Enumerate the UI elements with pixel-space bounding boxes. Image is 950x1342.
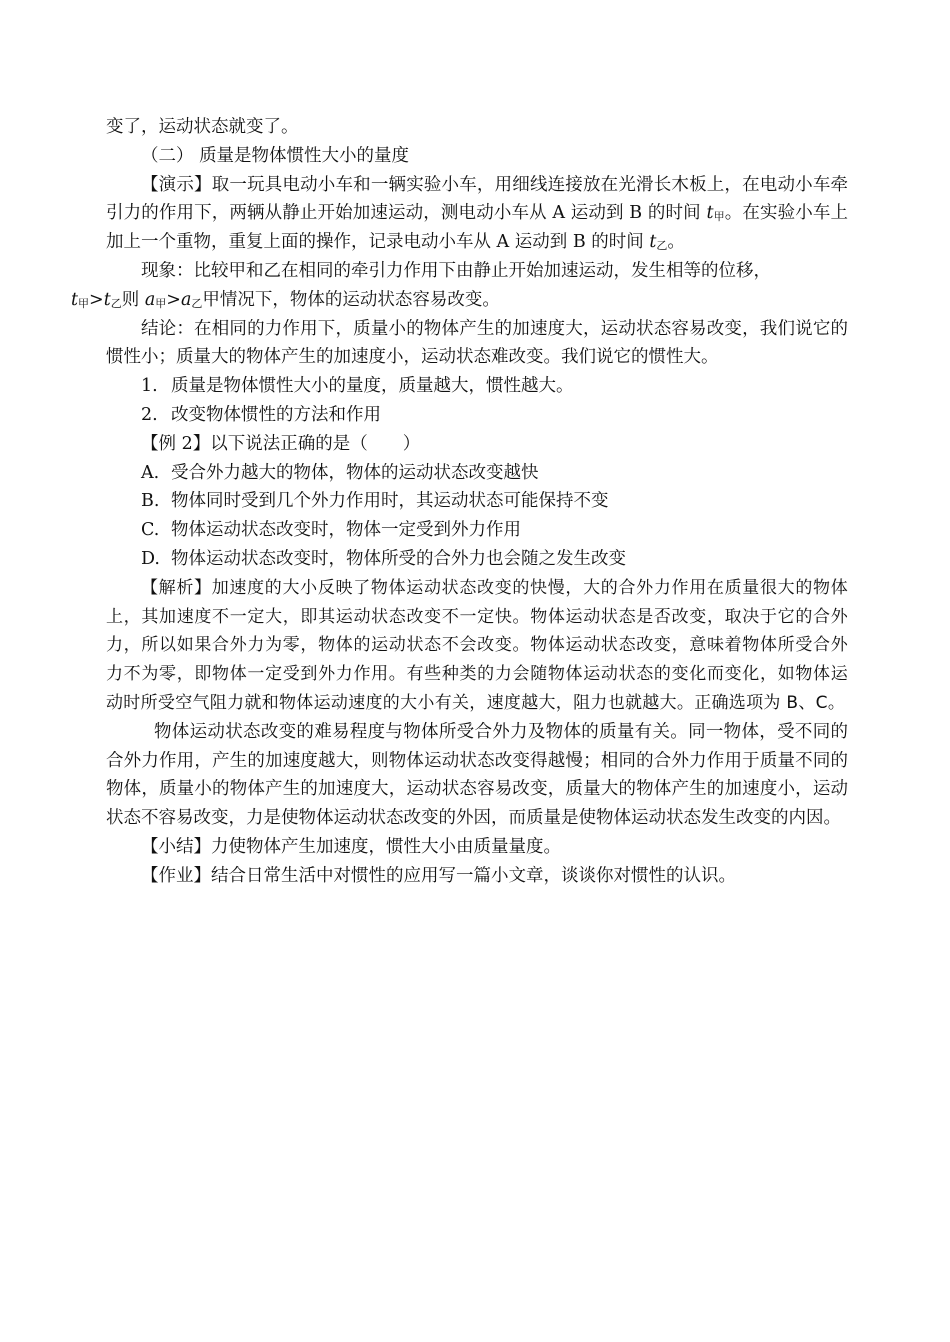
subscript-jia: 甲 <box>78 296 90 310</box>
time-variable: t <box>71 289 79 310</box>
point-number: 2. <box>141 404 158 425</box>
point-text: 质量是物体惯性大小的量度，质量越大，惯性越大。 <box>171 376 574 397</box>
option-label: C. <box>141 520 160 541</box>
point-number: 1. <box>141 376 158 397</box>
document-body <box>71 113 849 891</box>
option-label: D. <box>141 548 160 569</box>
demo-tag: 【演示】 <box>141 174 212 195</box>
option-item <box>106 459 848 488</box>
summary-paragraph: 【小结】力使物体产生加速度，惯性大小由质量量度。 <box>141 836 561 857</box>
option-item <box>106 516 848 545</box>
point-item <box>106 372 848 401</box>
greater-than: > <box>89 289 104 310</box>
time-variable: t <box>706 203 714 224</box>
demo-paragraph <box>106 171 848 257</box>
time-variable: t <box>649 232 657 253</box>
point-text: 改变物体惯性的方法和作用 <box>171 404 381 425</box>
analysis-paragraph: 【解析】加速度的大小反映了物体运动状态改变的快慢，大的合外力作用在质量很大的物体上，其加速度不一定大，即其运动状态改变不一定快。物体运动状态是否改变，取决于它的合外力，所以如果合外力为零，物体的运动状态不会改变。物体运动状态改变，意味着物体所受合外力不为零，即物体一定受到外力作用。有些种类的力会随物体运动状态的变化而变化，如物体运动时所受空气阻力就和物体运动速度的大小有关，速度越大，阻力也就越大。正确选项为 B、C。 <box>106 577 848 713</box>
conclusion-paragraph: 结论：在相同的力作用下，质量小的物体产生的加速度大，运动状态容易改变，我们说它的惯性小；质量大的物体产生的加速度小，运动状态难改变。我们说它的惯性大。 <box>106 318 848 368</box>
subscript-jia: 甲 <box>155 296 167 310</box>
option-item <box>106 545 848 574</box>
homework-paragraph: 【作业】结合日常生活中对惯性的应用写一篇小文章，谈谈你对惯性的认识。 <box>141 865 736 886</box>
phenomenon-text-1: 现象：比较甲和乙在相同的牵引力作用下由静止开始加速运动，发生相等的位移， <box>141 260 771 281</box>
option-text: 受合外力越大的物体，物体的运动状态改变越快 <box>171 462 539 483</box>
option-text: 物体运动状态改变时，物体所受的合外力也会随之发生改变 <box>171 548 626 569</box>
subscript-yi: 乙 <box>110 296 122 310</box>
greater-than: > <box>166 289 181 310</box>
acceleration-variable: a <box>180 289 192 310</box>
option-label: A. <box>141 462 160 483</box>
subscript-yi: 乙 <box>656 239 668 253</box>
subscript-jia: 甲 <box>713 210 725 224</box>
option-text: 物体同时受到几个外力作用时，其运动状态可能保持不变 <box>171 491 609 512</box>
acceleration-variable: a <box>144 289 156 310</box>
demo-end: 。 <box>667 232 685 253</box>
subscript-yi: 乙 <box>191 296 203 310</box>
point-item <box>106 401 848 430</box>
option-label: B. <box>141 491 160 512</box>
discussion-paragraph: 物体运动状态改变的难易程度与物体所受合外力及物体的质量有关。同一物体，受不同的合外力作用，产生的加速度越大，则物体运动状态改变得越慢；相同的合外力作用于质量不同的物体，质量小的物体产生的加速度大，运动状态容易改变，质量大的物体产生的加速度小，运动状态不容易改变，力是使物体运动状态改变的外因，而质量是使物体运动状态发生改变的内因。 <box>106 721 848 829</box>
section-heading: （二） 质量是物体惯性大小的量度 <box>141 145 410 166</box>
option-item <box>106 487 848 516</box>
time-variable: t <box>103 289 111 310</box>
example-heading: 【例 2】以下说法正确的是（ ） <box>141 433 421 454</box>
phenomenon-paragraph <box>71 257 848 315</box>
demo-text-1: 取一玩具电动小车和一辆实验小车，用细线连接放在光滑长木板上，在电动小车牵引力的作用下，两辆从静止开始加速运动，测电动小车从 A 运动到 B 的时间 <box>106 174 848 224</box>
phenomenon-text-2: 甲情况下，物体的运动状态容易改变。 <box>202 289 500 310</box>
continuation-paragraph: 变了，运动状态就变了。 <box>106 117 299 137</box>
then-word: 则 <box>121 289 145 310</box>
demo-text-2: 。在实验小车上加上一个重物，重复上面的操作，记录电动小车从 A 运动到 B 的时间 <box>106 203 849 253</box>
option-text: 物体运动状态改变时，物体一定受到外力作用 <box>171 520 521 541</box>
